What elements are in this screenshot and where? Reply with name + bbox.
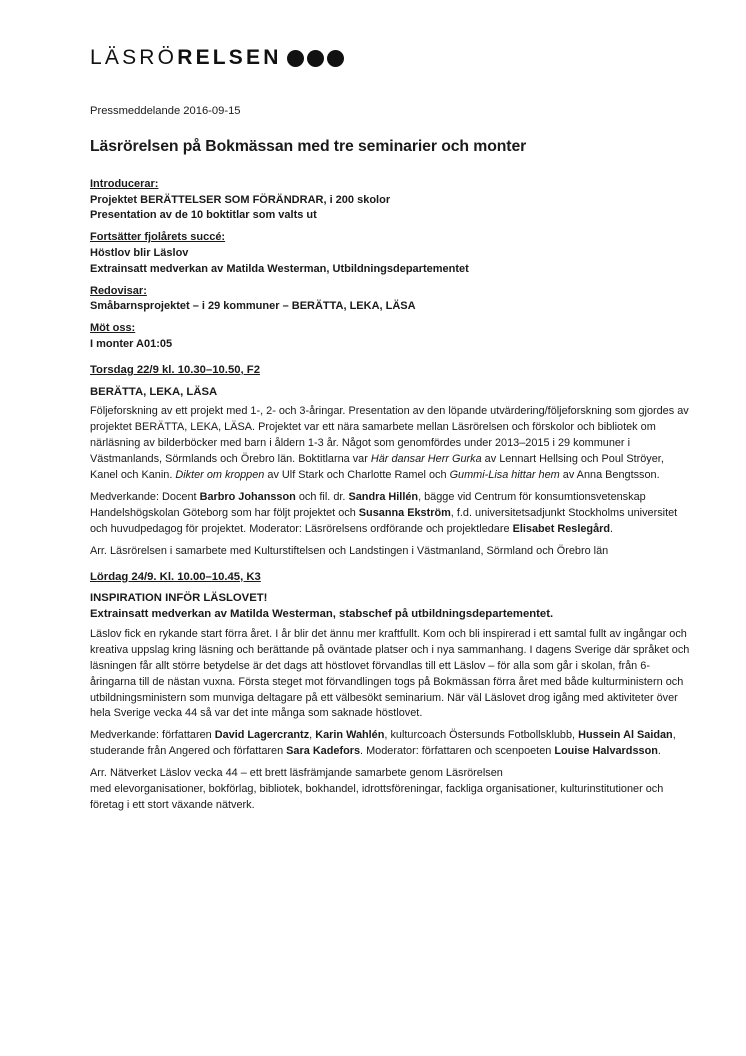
logo-text-bold: RELSEN	[177, 46, 282, 69]
section-line: Extrainsatt medverkan av Matilda Westerman, Utbildningsdepartementet	[90, 262, 469, 275]
section-heading: Möt oss:	[90, 322, 136, 335]
logo-dots-icon	[284, 50, 344, 67]
summary-section	[90, 230, 690, 277]
summary-section	[90, 284, 690, 316]
event-organizer: Arr. Läsrörelsen i samarbete med Kulturstiftelsen och Landstingen i Västmanland, Sörmland och Örebro län	[90, 544, 609, 557]
event-subtitle: Extrainsatt medverkan av Matilda Westerman, stabschef på utbildningsdepartementet.	[90, 608, 554, 621]
section-line: I monter A01:05	[90, 337, 173, 350]
event-description: Följeforskning av ett projekt med 1-, 2- och 3-åringar. Presentation av den löpande utvärdering/följeforskning som gjordes av projektet BERÄTTA, LEKA, LÄSA. Projektet var ett nära samarbete mellan Läsrörelsen och förskolor och bibliotek om närläsning av bilderböcker med barn i åldern 1-3 år. Något som genomfördes under 2013–2015 i 29 kommuner i Västmanlands, Sörmlands och Örebro län. Boktitlarna var Här dansar Herr Gurka av Lennart Hellsing och Poul Ströyer, Kanel och Kanin. Dikter om kroppen av Ulf Stark och Charlotte Ramel och Gummi-Lisa hittar hem av Anna Bengtsson.	[90, 405, 689, 481]
event-description: Läslov fick en rykande start förra året. I år blir det ännu mer kraftfullt. Kom och bli inspirerad i ett samtal fullt av ingångar och kreativa uppslag kring läsning och berättande på oväntade platser och i nya sammanhang. I dagens Sverige där språket och läsningen får allt större betydelse är det dags att höstlovet förvandlas till ett Läslov – för alla som går i skolan, från 6-åringarna till de nästan vuxna. Första steget mot förvandlingen togs på Bokmässan förra året med både kulturministern och utbildningsministern som munviga deltagare på ett välbesökt seminarium. När väl Läslovet drog igång med aktiviteter över hela Sverige vecka 44 så var det inte många som saknade höstlovet.	[90, 627, 690, 720]
document-title: Läsrörelsen på Bokmässan med tre seminarier och monter	[90, 137, 527, 155]
section-line: Presentation av de 10 boktitlar som valts ut	[90, 209, 317, 222]
logo-text-light: LÄSRÖ	[90, 46, 178, 69]
press-date: Pressmeddelande 2016-09-15	[90, 105, 241, 117]
event-participants: Medverkande: författaren David Lagercrantz, Karin Wahlén, kulturcoach Östersunds Fotbollsklubb, Hussein Al Saidan, studerande från Angered och författaren Sara Kadefors. Moderator: författaren och scenpoeten Louise Halvardsson.	[90, 729, 676, 758]
lasrorelsen-logo	[90, 44, 344, 72]
event-title: BERÄTTA, LEKA, LÄSA	[90, 385, 218, 398]
summary-section	[90, 321, 690, 353]
summary-section	[90, 177, 690, 224]
event-day-heading: Torsdag 22/9 kl. 10.30–10.50, F2	[90, 363, 260, 376]
section-line: Småbarnsprojektet – i 29 kommuner – BERÄTTA, LEKA, LÄSA	[90, 300, 416, 313]
section-line: Höstlov blir Läslov	[90, 246, 189, 259]
section-heading: Fortsätter fjolårets succé:	[90, 231, 226, 244]
event-title: INSPIRATION INFÖR LÄSLOVET!	[90, 592, 268, 605]
document-content	[90, 104, 690, 822]
event-day-heading: Lördag 24/9. Kl. 10.00–10.45, K3	[90, 570, 261, 583]
section-heading: Redovisar:	[90, 284, 147, 297]
event-participants: Medverkande: Docent Barbro Johansson och fil. dr. Sandra Hillén, bägge vid Centrum för konsumtionsvetenskap Handelshögskolan Göteborg som har följt projektet och Susanna Ekström, f.d. universitetsadjunkt Stockholms universitet och huvudpedagog för projektet. Moderator: Läsrörelsens ordförande och projektledare Elisabet Reslegård.	[90, 490, 678, 535]
event-organizer: Arr. Nätverket Läslov vecka 44 – ett brett läsfrämjande samarbete genom Läsrörelsen med elevorganisationer, bokförlag, bibliotek, bokhandel, idrottsföreningar, fackliga organisationer, kulturinstitutioner och företag i ett stort växande nätverk.	[90, 767, 664, 811]
section-line: Projektet BERÄTTELSER SOM FÖRÄNDRAR, i 200 skolor	[90, 193, 391, 206]
section-heading: Introducerar:	[90, 177, 159, 190]
